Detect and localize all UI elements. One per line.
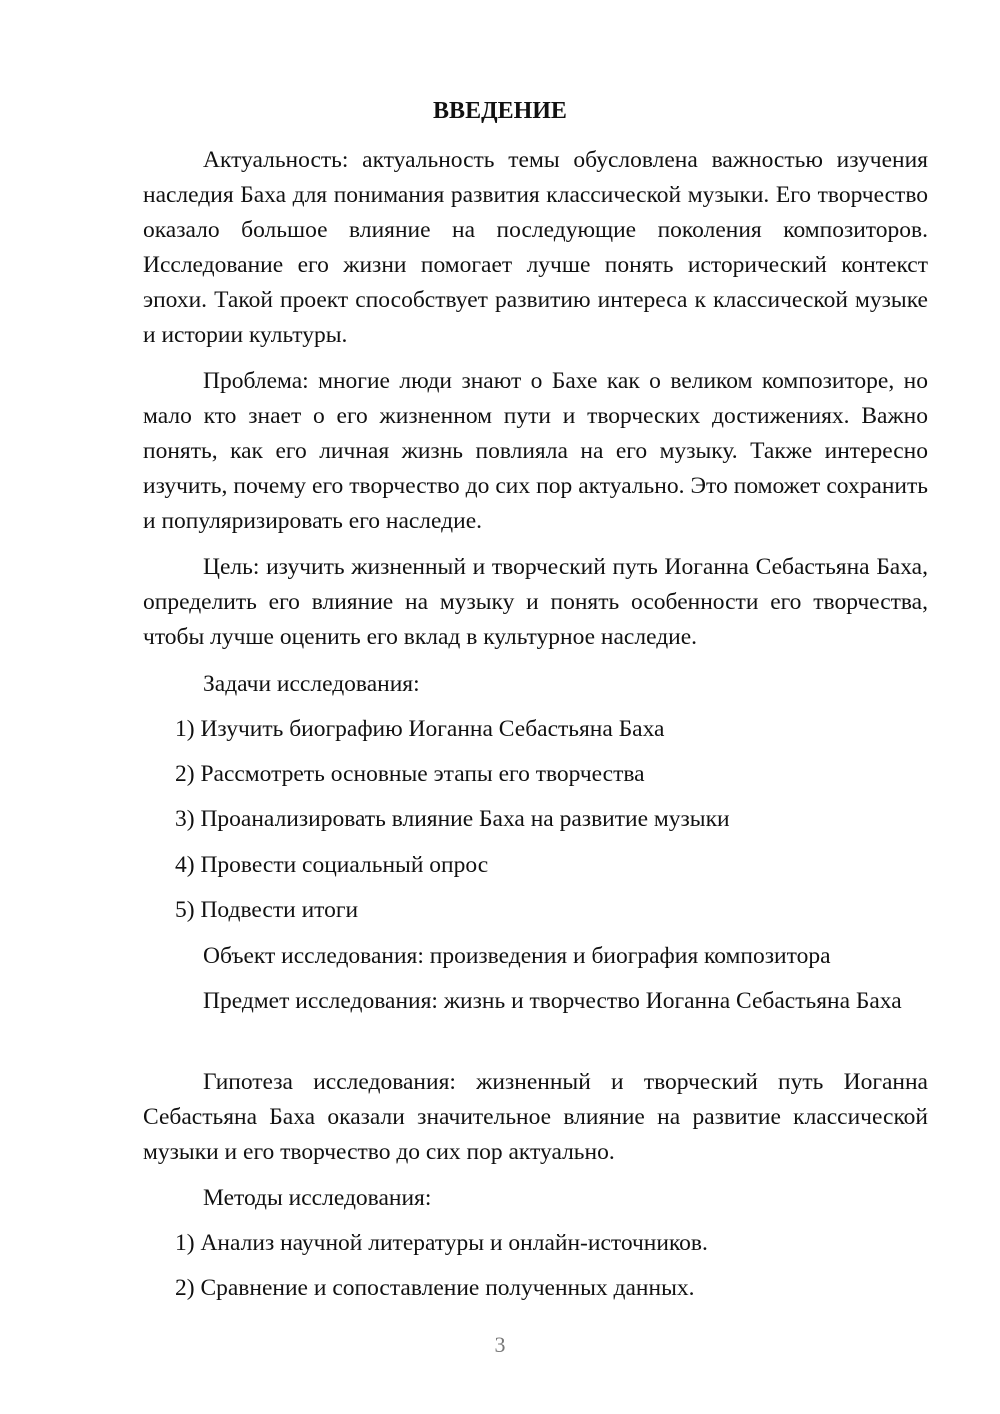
paragraph-subject: Предмет исследования: жизнь и творчество Иоганна Себастьяна Баха — [203, 988, 902, 1014]
list-item: 1) Изучить биографию Иоганна Себастьяна Баха — [175, 716, 665, 742]
paragraph-object: Объект исследования: произведения и биография композитора — [203, 943, 831, 969]
paragraph-hypothesis: Гипотеза исследования: жизненный и творческий путь Иоганна Себастьяна Баха оказали значительное влияние на развитие классической музыки и его творчество до сих пор актуально. — [143, 1069, 928, 1165]
paragraph-relevance: Актуальность: актуальность темы обусловлена важностью изучения наследия Баха для понимания развития классической музыки. Его творчество оказало большое влияние на последующие поколения композиторов. Исследование его жизни помогает лучше понять исторический контекст эпохи. Такой проект способствует развитию интереса к классической музыке и истории культуры. — [143, 147, 928, 348]
list-item: 1) Анализ научной литературы и онлайн-источников. — [175, 1230, 708, 1256]
page-number: 3 — [494, 1332, 506, 1357]
paragraph-problem: Проблема: многие люди знают о Бахе как о великом композиторе, но мало кто знает о его жизненном пути и творческих достижениях. Важно понять, как его личная жизнь повлияла на его музыку. Также интересно изучить, почему его творчество до сих пор актуально. Это поможет сохранить и популяризировать его наследие. — [143, 368, 928, 534]
tasks-label: Задачи исследования: — [203, 671, 420, 697]
page-title: ВВЕДЕНИЕ — [433, 98, 567, 124]
list-item: 2) Сравнение и сопоставление полученных данных. — [175, 1275, 695, 1301]
list-item: 2) Рассмотреть основные этапы его творчества — [175, 761, 645, 787]
list-item: 4) Провести социальный опрос — [175, 852, 489, 878]
methods-label: Методы исследования: — [203, 1185, 432, 1211]
list-item: 5) Подвести итоги — [175, 897, 359, 923]
list-item: 3) Проанализировать влияние Баха на развитие музыки — [175, 806, 730, 832]
paragraph-goal: Цель: изучить жизненный и творческий путь Иоганна Себастьяна Баха, определить его влияние на музыку и понять особенности его творчества, чтобы лучше оценить его вклад в культурное наследие. — [143, 554, 928, 650]
